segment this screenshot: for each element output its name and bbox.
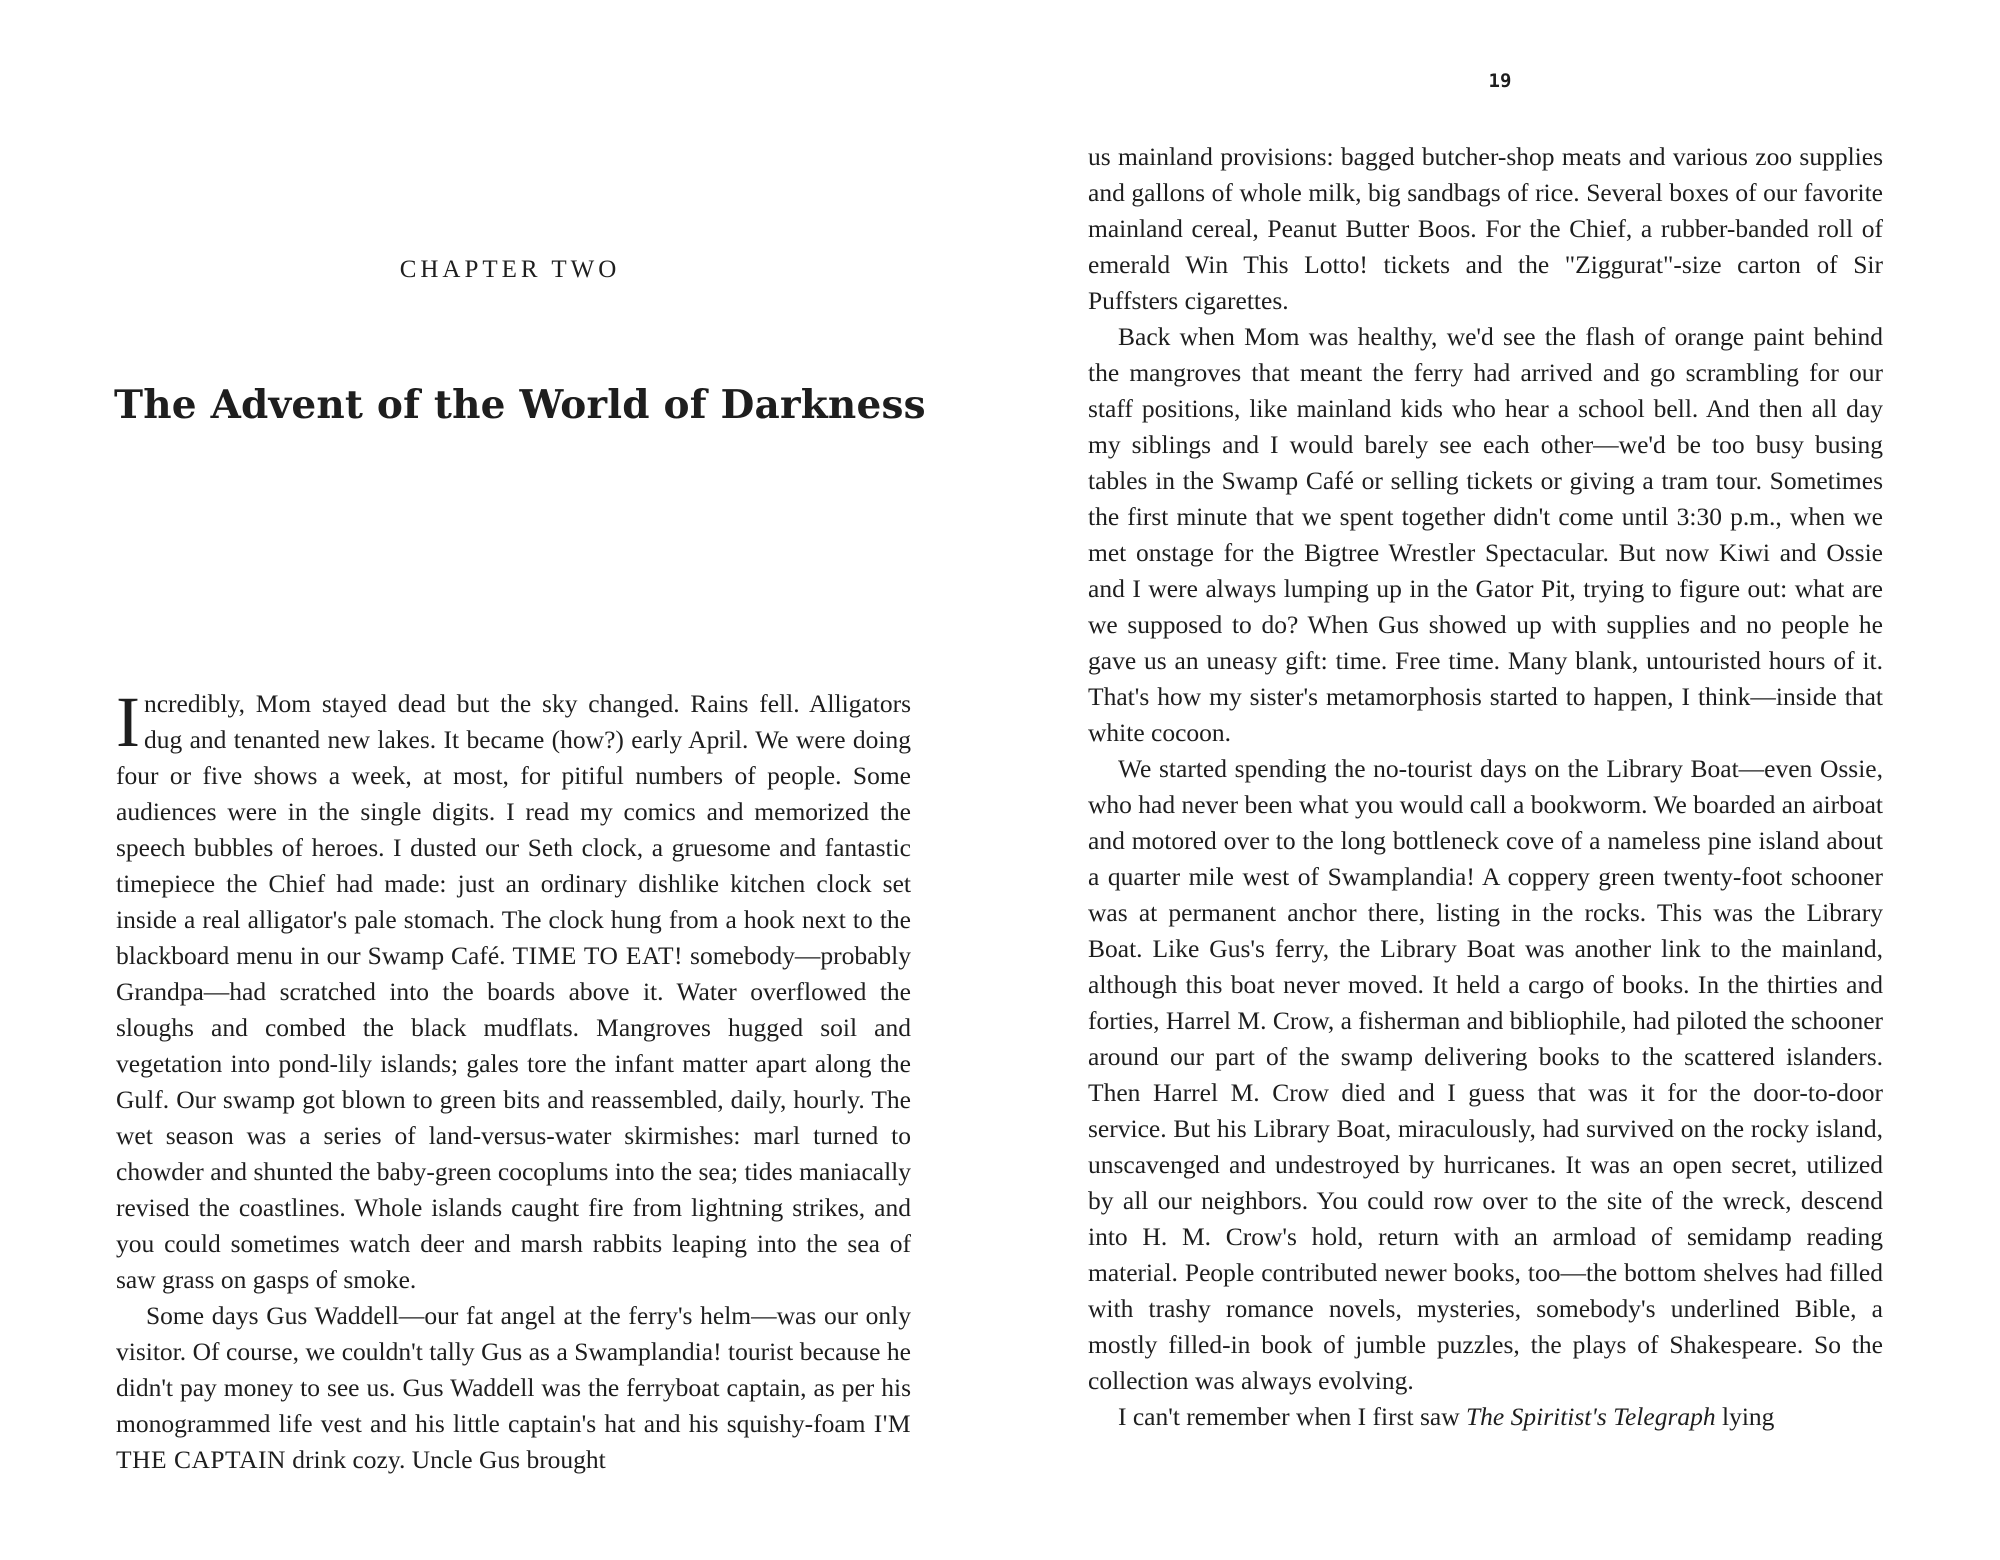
paragraph-text: lying [1715,1402,1775,1431]
book-title-italic: The Spiritist's Telegraph [1466,1402,1716,1431]
paragraph-text: somebody—probably Grandpa—had scratched into the boards above it. Water overflowed the sloughs and combed the black mudflats. Mangroves hugged soil and vegetation into pond-lily islands; gales tore the infant matter apart along the Gulf. Our swamp got blown to green bits and reassembled, daily, hourly. The wet season was a series of land-versus-water skirmishes: marl turned to chowder and shunted the baby-green cocoplums into the sea; tides maniacally revised the coastlines. Whole islands caught fire from lightning strikes, and you could sometimes watch deer and marsh rabbits leaping into the sea of saw grass on gasps of smoke. [116,941,911,1294]
chapter-title: The Advent of the World of Darkness [114,382,926,428]
paragraph-text: ncredibly, Mom stayed dead but the sky changed. Rains fell. Alligators dug and tenanted new lakes. It became (how?) early April. We were doing four or five shows a week, at most, for pitiful numbers of people. Some audiences were in the single digits. I read my comics and memorized the speech bubbles of heroes. I dusted our Seth clock, a gruesome and fantastic timepiece the Chief had made: just an ordinary dishlike kitchen clock set inside a real alligator's pale stomach. The clock hung from a hook next to the blackboard menu in our Swamp Café. [116,689,911,970]
small-caps-text: TIME TO EAT! [512,941,684,970]
paragraph: Back when Mom was healthy, we'd see the flash of orange paint behind the mangroves that meant the ferry had arrived and go scrambling for our staff positions, like mainland kids who hear a school bell. And then all day my siblings and I would barely see each other—we'd be too busy busing tables in the Swamp Café or selling tickets or giving a tram tour. Sometimes the first minute that we spent together didn't come until 3:30 p.m., when we met onstage for the Bigtree Wrestler Spectacular. But now Kiwi and Ossie and I were always lumping up in the Gator Pit, trying to figure out: what are we supposed to do? When Gus showed up with supplies and no people he gave us an uneasy gift: time. Free time. Many blank, untouristed hours of it. That's how my sister's metamorphosis started to happen, I think—inside that white cocoon. [1088,322,1883,747]
drop-cap: I [116,682,140,762]
chapter-label: CHAPTER TWO [399,256,621,283]
paragraph-text: Some days Gus Waddell—our fat angel at the ferry's helm—was our only visitor. Of course, we couldn't tally Gus as a Swamplandia! tourist because he didn't pay money to see us. Gus Waddell was the ferryboat captain, as per his monogrammed life vest and his little captain's hat and his squishy-foam [116,1301,911,1438]
paragraph-text: I can't remember when I first saw [1118,1402,1466,1431]
right-page-body [1088,139,1883,1435]
right-page [1000,0,2000,1560]
paragraph-text: drink cozy. Uncle Gus brought [285,1445,606,1474]
page-number: 19 [1488,70,1512,92]
paragraph [1088,1399,1883,1435]
paragraph [116,1298,911,1478]
left-page-body [116,682,911,1478]
paragraph [116,682,911,1298]
paragraph: We started spending the no-tourist days on the Library Boat—even Ossie, who had never been what you would call a bookworm. We boarded an airboat and motored over to the long bottleneck cove of a nameless pine island about a quarter mile west of Swamplandia! A coppery green twenty-foot schooner was at permanent anchor there, listing in the rocks. This was the Library Boat. Like Gus's ferry, the Library Boat was another link to the mainland, although this boat never moved. It held a cargo of books. In the thirties and forties, Harrel M. Crow, a fisherman and bibliophile, had piloted the schooner around our part of the swamp delivering books to the scattered islanders. Then Harrel M. Crow died and I guess that was it for the door-to-door service. But his Library Boat, miraculously, had survived on the rocky island, unscavenged and undestroyed by hurricanes. It was an open secret, utilized by all our neighbors. You could row over to the site of the wreck, descend into H. M. Crow's hold, return with an armload of semidamp reading material. People contributed newer books, too—the bottom shelves had filled with trashy romance novels, mysteries, somebody's underlined Bible, a mostly filled-in book of jumble puzzles, the plays of Shakespeare. So the collection was always evolving. [1088,754,1884,1395]
small-caps-text: I'M THE CAPTAIN [116,1409,911,1474]
paragraph: us mainland provisions: bagged butcher-shop meats and various zoo supplies and gallons of whole milk, big sandbags of rice. Several boxes of our favorite mainland cereal, Peanut Butter Boos. For the Chief, a rubber-banded roll of emerald Win This Lotto! tickets and the "Ziggurat"-size carton of Sir Puffsters cigarettes. [1088,142,1883,315]
